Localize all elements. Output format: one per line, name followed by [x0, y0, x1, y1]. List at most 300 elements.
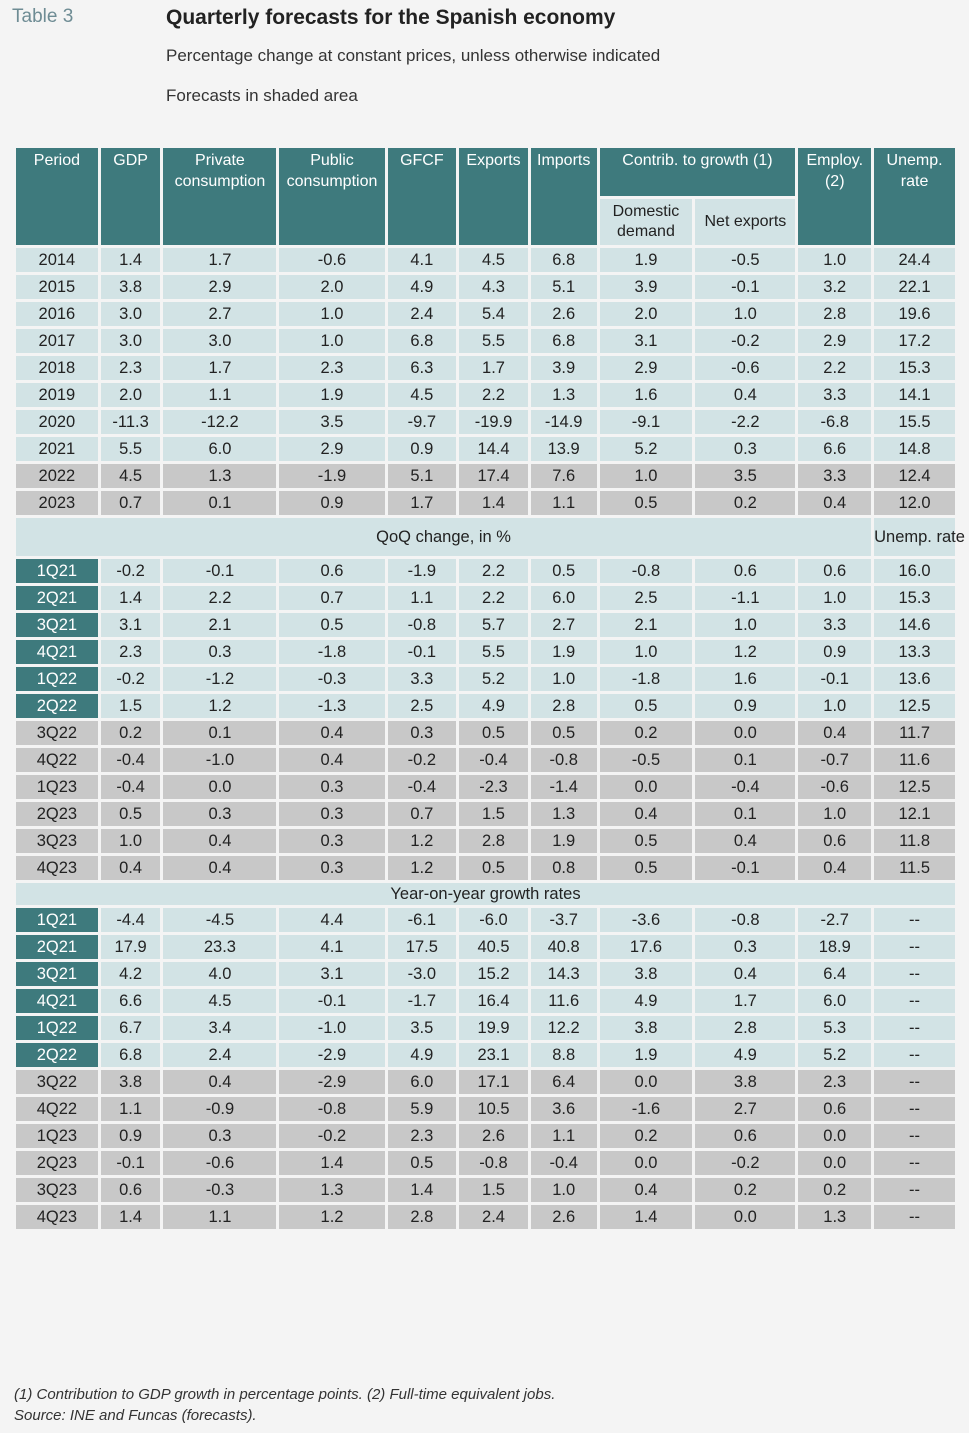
value-cell: 2.1: [600, 613, 693, 637]
value-cell: 3.9: [600, 275, 693, 299]
value-cell: -12.2: [163, 410, 276, 434]
value-cell: 6.8: [388, 329, 457, 353]
value-cell: 2.1: [163, 613, 276, 637]
value-cell: 1.1: [531, 1124, 597, 1148]
value-cell: 3.0: [163, 329, 276, 353]
table-row: [16, 586, 955, 610]
value-cell: 1.7: [163, 356, 276, 380]
value-cell: 4.5: [101, 464, 161, 488]
value-cell: 1.0: [798, 248, 871, 272]
value-cell: 3.8: [600, 962, 693, 986]
value-cell: --: [874, 1151, 955, 1175]
value-cell: 1.9: [279, 383, 384, 407]
value-cell: 1.1: [163, 1205, 276, 1229]
value-cell: 5.1: [531, 275, 597, 299]
value-cell: 4.2: [101, 962, 161, 986]
value-cell: -1.9: [388, 559, 457, 583]
header-employment: Employ. (2): [798, 148, 871, 245]
value-cell: 0.4: [695, 829, 795, 853]
value-cell: 23.1: [459, 1043, 528, 1067]
value-cell: 6.0: [388, 1070, 457, 1094]
value-cell: -0.2: [695, 329, 795, 353]
value-cell: 2.5: [388, 694, 457, 718]
value-cell: 0.2: [600, 1124, 693, 1148]
value-cell: 2.9: [798, 329, 871, 353]
value-cell: --: [874, 989, 955, 1013]
period-cell: 4Q21: [16, 640, 98, 664]
header-period: Period: [16, 148, 98, 245]
period-cell: 4Q23: [16, 1205, 98, 1229]
value-cell: -11.3: [101, 410, 161, 434]
table-row: [16, 248, 955, 272]
value-cell: 2.6: [459, 1124, 528, 1148]
value-cell: 0.6: [279, 559, 384, 583]
value-cell: 4.0: [163, 962, 276, 986]
value-cell: 6.6: [101, 989, 161, 1013]
value-cell: 6.7: [101, 1016, 161, 1040]
value-cell: -0.3: [163, 1178, 276, 1202]
table-row: [16, 1205, 955, 1229]
table-row: [16, 410, 955, 434]
period-cell: 3Q22: [16, 721, 98, 745]
value-cell: --: [874, 962, 955, 986]
value-cell: 0.5: [600, 491, 693, 515]
table-row: [16, 329, 955, 353]
value-cell: 0.2: [101, 721, 161, 745]
value-cell: 0.7: [101, 491, 161, 515]
period-cell: 1Q23: [16, 1124, 98, 1148]
value-cell: 6.3: [388, 356, 457, 380]
value-cell: 17.6: [600, 935, 693, 959]
value-cell: 0.4: [163, 856, 276, 880]
period-cell: 4Q21: [16, 989, 98, 1013]
value-cell: 23.3: [163, 935, 276, 959]
value-cell: 0.9: [101, 1124, 161, 1148]
value-cell: 11.5: [874, 856, 955, 880]
value-cell: 3.5: [695, 464, 795, 488]
table-row: [16, 962, 955, 986]
value-cell: -2.9: [279, 1043, 384, 1067]
value-cell: 2.9: [163, 275, 276, 299]
value-cell: 0.2: [600, 721, 693, 745]
value-cell: 4.9: [388, 1043, 457, 1067]
value-cell: -0.8: [600, 559, 693, 583]
value-cell: 6.6: [798, 437, 871, 461]
value-cell: 1.0: [798, 694, 871, 718]
period-cell: 3Q21: [16, 613, 98, 637]
value-cell: 2.8: [459, 829, 528, 853]
value-cell: 4.4: [279, 908, 384, 932]
value-cell: -1.0: [163, 748, 276, 772]
value-cell: 1.9: [600, 1043, 693, 1067]
value-cell: 0.4: [279, 721, 384, 745]
value-cell: 0.4: [798, 856, 871, 880]
table-row: [16, 721, 955, 745]
value-cell: -0.4: [695, 775, 795, 799]
qoq-section-label: QoQ change, in %: [16, 518, 871, 556]
value-cell: 0.3: [695, 935, 795, 959]
value-cell: 40.8: [531, 935, 597, 959]
value-cell: 0.4: [695, 383, 795, 407]
value-cell: 0.5: [531, 559, 597, 583]
value-cell: 6.4: [531, 1070, 597, 1094]
value-cell: -1.1: [695, 586, 795, 610]
value-cell: 2.4: [388, 302, 457, 326]
value-cell: 1.2: [388, 829, 457, 853]
value-cell: 1.1: [101, 1097, 161, 1121]
value-cell: 5.2: [459, 667, 528, 691]
value-cell: 5.3: [798, 1016, 871, 1040]
value-cell: 1.7: [388, 491, 457, 515]
value-cell: 2.3: [101, 640, 161, 664]
value-cell: 2.2: [459, 586, 528, 610]
value-cell: -0.8: [279, 1097, 384, 1121]
value-cell: 1.3: [279, 1178, 384, 1202]
value-cell: -0.6: [279, 248, 384, 272]
value-cell: -0.8: [695, 908, 795, 932]
value-cell: 0.9: [798, 640, 871, 664]
value-cell: 0.4: [600, 1178, 693, 1202]
period-cell: 3Q21: [16, 962, 98, 986]
value-cell: 1.0: [279, 302, 384, 326]
value-cell: -0.4: [101, 775, 161, 799]
value-cell: 0.4: [798, 721, 871, 745]
value-cell: 3.1: [101, 613, 161, 637]
table-row: [16, 1178, 955, 1202]
value-cell: 3.4: [163, 1016, 276, 1040]
value-cell: 17.4: [459, 464, 528, 488]
table-row: [16, 275, 955, 299]
header-unemployment-rate: Unemp. rate: [874, 148, 955, 245]
value-cell: 1.4: [388, 1178, 457, 1202]
value-cell: 4.5: [163, 989, 276, 1013]
value-cell: 0.5: [459, 721, 528, 745]
period-cell: 2017: [16, 329, 98, 353]
value-cell: -2.3: [459, 775, 528, 799]
value-cell: 0.6: [101, 1178, 161, 1202]
value-cell: 5.1: [388, 464, 457, 488]
value-cell: 5.5: [101, 437, 161, 461]
value-cell: 3.3: [798, 613, 871, 637]
header-imports: Imports: [531, 148, 597, 245]
value-cell: 0.5: [531, 721, 597, 745]
value-cell: -0.1: [388, 640, 457, 664]
value-cell: 1.3: [798, 1205, 871, 1229]
value-cell: 2.8: [798, 302, 871, 326]
value-cell: 6.0: [798, 989, 871, 1013]
value-cell: 0.3: [695, 437, 795, 461]
value-cell: -0.7: [798, 748, 871, 772]
value-cell: 5.5: [459, 640, 528, 664]
table-row: [16, 1070, 955, 1094]
value-cell: -0.2: [388, 748, 457, 772]
table-row: [16, 613, 955, 637]
value-cell: -0.3: [279, 667, 384, 691]
value-cell: 0.0: [163, 775, 276, 799]
value-cell: 15.3: [874, 586, 955, 610]
table-row: [16, 1016, 955, 1040]
value-cell: 3.0: [101, 302, 161, 326]
value-cell: 4.3: [459, 275, 528, 299]
qoq-rows: [16, 559, 955, 880]
value-cell: 1.3: [531, 802, 597, 826]
value-cell: 0.3: [163, 1124, 276, 1148]
value-cell: -0.4: [101, 748, 161, 772]
value-cell: 3.3: [798, 383, 871, 407]
value-cell: 0.3: [279, 775, 384, 799]
value-cell: 2.5: [600, 586, 693, 610]
page-subtitle: Percentage change at constant prices, unless otherwise indicated: [166, 46, 661, 65]
value-cell: 2.4: [163, 1043, 276, 1067]
value-cell: 0.9: [695, 694, 795, 718]
value-cell: 0.5: [600, 694, 693, 718]
header-contrib-to-growth: Contrib. to growth (1): [600, 148, 796, 196]
value-cell: -0.2: [101, 559, 161, 583]
qoq-unemp-label: Unemp. rate: [874, 518, 955, 556]
value-cell: 0.0: [600, 1070, 693, 1094]
value-cell: -0.2: [101, 667, 161, 691]
header-private-consumption: Private consumption: [163, 148, 276, 245]
value-cell: 5.5: [459, 329, 528, 353]
value-cell: 22.1: [874, 275, 955, 299]
value-cell: 0.1: [163, 721, 276, 745]
table-row: [16, 437, 955, 461]
value-cell: 2.3: [388, 1124, 457, 1148]
value-cell: 5.9: [388, 1097, 457, 1121]
value-cell: 12.4: [874, 464, 955, 488]
value-cell: -1.0: [279, 1016, 384, 1040]
value-cell: 0.3: [163, 802, 276, 826]
value-cell: 15.3: [874, 356, 955, 380]
value-cell: -9.1: [600, 410, 693, 434]
value-cell: 0.1: [163, 491, 276, 515]
value-cell: 0.8: [531, 856, 597, 880]
qoq-section: [16, 518, 965, 556]
table-row: [16, 464, 955, 488]
value-cell: 14.4: [459, 437, 528, 461]
value-cell: 0.0: [798, 1151, 871, 1175]
value-cell: 2.6: [531, 302, 597, 326]
value-cell: 3.8: [101, 275, 161, 299]
value-cell: 5.2: [798, 1043, 871, 1067]
value-cell: 24.4: [874, 248, 955, 272]
value-cell: 15.2: [459, 962, 528, 986]
value-cell: 0.0: [695, 721, 795, 745]
value-cell: 0.3: [163, 640, 276, 664]
value-cell: 12.5: [874, 694, 955, 718]
value-cell: 16.4: [459, 989, 528, 1013]
value-cell: 1.4: [600, 1205, 693, 1229]
value-cell: -19.9: [459, 410, 528, 434]
value-cell: 0.3: [279, 856, 384, 880]
value-cell: 0.4: [798, 491, 871, 515]
value-cell: 3.8: [600, 1016, 693, 1040]
value-cell: 1.0: [695, 302, 795, 326]
value-cell: 1.7: [163, 248, 276, 272]
value-cell: -0.2: [279, 1124, 384, 1148]
value-cell: --: [874, 1016, 955, 1040]
value-cell: 2.4: [459, 1205, 528, 1229]
value-cell: 0.6: [798, 829, 871, 853]
value-cell: -0.8: [531, 748, 597, 772]
value-cell: -0.6: [695, 356, 795, 380]
value-cell: -0.5: [600, 748, 693, 772]
value-cell: 40.5: [459, 935, 528, 959]
value-cell: 1.0: [101, 829, 161, 853]
value-cell: -1.4: [531, 775, 597, 799]
table-row: [16, 908, 955, 932]
value-cell: -0.4: [388, 775, 457, 799]
value-cell: 2.2: [459, 559, 528, 583]
value-cell: -0.4: [531, 1151, 597, 1175]
value-cell: -0.8: [388, 613, 457, 637]
table-row: [16, 989, 955, 1013]
value-cell: 0.4: [695, 962, 795, 986]
value-cell: 1.0: [600, 464, 693, 488]
value-cell: 4.5: [459, 248, 528, 272]
value-cell: 1.0: [695, 613, 795, 637]
value-cell: 1.0: [531, 1178, 597, 1202]
value-cell: -0.2: [695, 1151, 795, 1175]
value-cell: 3.3: [388, 667, 457, 691]
value-cell: 1.4: [459, 491, 528, 515]
value-cell: 2.2: [163, 586, 276, 610]
table-row: [16, 802, 955, 826]
period-cell: 1Q21: [16, 908, 98, 932]
period-cell: 1Q21: [16, 559, 98, 583]
value-cell: --: [874, 1070, 955, 1094]
value-cell: 4.1: [279, 935, 384, 959]
header-net-exports: Net exports: [695, 199, 795, 245]
value-cell: 4.9: [695, 1043, 795, 1067]
value-cell: 5.2: [600, 437, 693, 461]
value-cell: 1.0: [279, 329, 384, 353]
value-cell: 1.2: [279, 1205, 384, 1229]
value-cell: 1.7: [695, 989, 795, 1013]
table-row: [16, 356, 955, 380]
value-cell: --: [874, 1124, 955, 1148]
value-cell: 0.3: [388, 721, 457, 745]
value-cell: 0.6: [695, 559, 795, 583]
value-cell: 11.8: [874, 829, 955, 853]
value-cell: 1.3: [163, 464, 276, 488]
value-cell: 1.1: [163, 383, 276, 407]
value-cell: -6.1: [388, 908, 457, 932]
page-title: Quarterly forecasts for the Spanish economy: [166, 6, 616, 29]
value-cell: 11.6: [531, 989, 597, 1013]
header-gfcf: GFCF: [388, 148, 457, 245]
value-cell: 1.0: [798, 802, 871, 826]
value-cell: 1.0: [531, 667, 597, 691]
value-cell: 1.4: [101, 586, 161, 610]
value-cell: 0.2: [695, 491, 795, 515]
value-cell: -14.9: [531, 410, 597, 434]
value-cell: 2.7: [531, 613, 597, 637]
value-cell: 1.5: [459, 1178, 528, 1202]
header-gdp: GDP: [101, 148, 161, 245]
value-cell: 2.9: [600, 356, 693, 380]
table-row: [16, 559, 955, 583]
value-cell: -0.5: [695, 248, 795, 272]
value-cell: 1.0: [600, 640, 693, 664]
value-cell: 0.7: [279, 586, 384, 610]
value-cell: 1.4: [279, 1151, 384, 1175]
table-row: [16, 640, 955, 664]
table-row: [16, 856, 955, 880]
value-cell: -0.1: [101, 1151, 161, 1175]
value-cell: --: [874, 908, 955, 932]
value-cell: 0.2: [695, 1178, 795, 1202]
value-cell: 3.6: [531, 1097, 597, 1121]
value-cell: 15.5: [874, 410, 955, 434]
value-cell: 0.4: [163, 1070, 276, 1094]
value-cell: 0.4: [279, 748, 384, 772]
table-row: [16, 694, 955, 718]
value-cell: 0.1: [695, 802, 795, 826]
value-cell: 1.2: [388, 856, 457, 880]
value-cell: 2.0: [279, 275, 384, 299]
table-row: [16, 1151, 955, 1175]
value-cell: 7.6: [531, 464, 597, 488]
value-cell: 1.2: [695, 640, 795, 664]
value-cell: -0.1: [695, 275, 795, 299]
value-cell: 1.0: [798, 586, 871, 610]
period-cell: 4Q22: [16, 1097, 98, 1121]
value-cell: 1.7: [459, 356, 528, 380]
value-cell: 0.0: [600, 1151, 693, 1175]
value-cell: 14.3: [531, 962, 597, 986]
value-cell: 19.6: [874, 302, 955, 326]
value-cell: 0.9: [279, 491, 384, 515]
value-cell: 6.8: [531, 329, 597, 353]
value-cell: -1.3: [279, 694, 384, 718]
value-cell: 0.1: [695, 748, 795, 772]
value-cell: -1.8: [279, 640, 384, 664]
value-cell: 2.7: [695, 1097, 795, 1121]
value-cell: 2.0: [600, 302, 693, 326]
value-cell: -6.0: [459, 908, 528, 932]
value-cell: 1.5: [101, 694, 161, 718]
header-exports: Exports: [459, 148, 528, 245]
value-cell: -2.9: [279, 1070, 384, 1094]
value-cell: 1.1: [388, 586, 457, 610]
period-cell: 2Q21: [16, 586, 98, 610]
value-cell: 1.1: [531, 491, 597, 515]
value-cell: 0.5: [600, 829, 693, 853]
value-cell: --: [874, 1178, 955, 1202]
value-cell: 0.0: [695, 1205, 795, 1229]
value-cell: -3.6: [600, 908, 693, 932]
value-cell: 0.5: [101, 802, 161, 826]
period-cell: 2019: [16, 383, 98, 407]
header-public-consumption: Public consumption: [279, 148, 384, 245]
period-cell: 3Q22: [16, 1070, 98, 1094]
value-cell: 6.0: [531, 586, 597, 610]
value-cell: 4.1: [388, 248, 457, 272]
value-cell: 0.4: [163, 829, 276, 853]
value-cell: -4.4: [101, 908, 161, 932]
value-cell: 0.2: [798, 1178, 871, 1202]
value-cell: -1.9: [279, 464, 384, 488]
period-cell: 1Q22: [16, 1016, 98, 1040]
value-cell: 0.0: [600, 775, 693, 799]
value-cell: 2.8: [388, 1205, 457, 1229]
footnotes: [14, 1384, 555, 1426]
forecast-table: [13, 145, 965, 1232]
value-cell: 14.6: [874, 613, 955, 637]
table-row: [16, 667, 955, 691]
value-cell: -1.6: [600, 1097, 693, 1121]
